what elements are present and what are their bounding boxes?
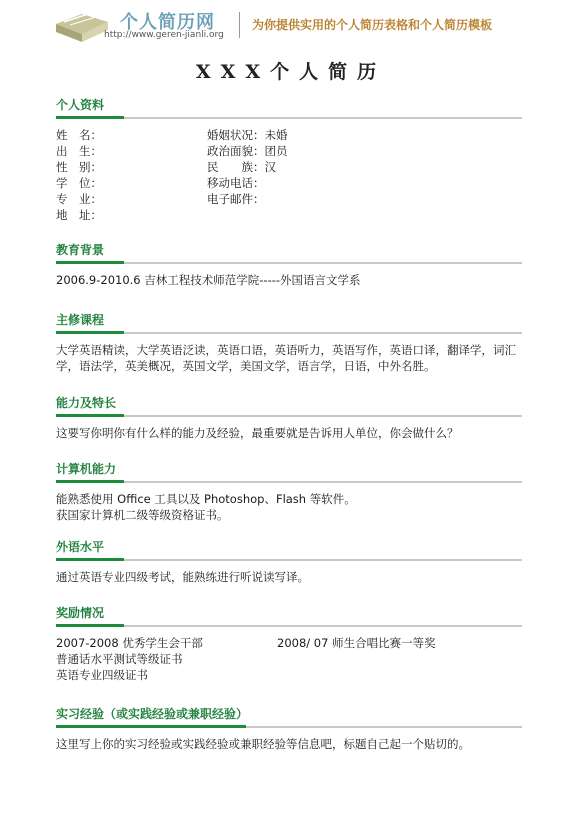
section-rule xyxy=(56,261,522,264)
awards-row-1 xyxy=(56,635,522,651)
section-title: 个人资料 xyxy=(56,98,105,112)
computer-line-1: 能熟悉使用 Office 工具以及 Photoshop、Flash 等软件。 xyxy=(56,492,356,506)
book-logo-icon xyxy=(54,10,110,44)
language-text: 通过英语专业四级考试，能熟练进行听说读写译。 xyxy=(56,570,309,584)
internship-text: 这里写上你的实习经验或实践经验或兼职经验等信息吧，标题自己起一个贴切的。 xyxy=(56,737,470,751)
site-url[interactable]: http://www.geren-jianli.org xyxy=(104,30,224,40)
education-entry: 2006.9-2010.6 吉林工程技术师范学院-----外国语言文学系 xyxy=(56,273,361,287)
section-title: 奖励情况 xyxy=(56,606,105,620)
award-entry: 英语专业四级证书 xyxy=(56,668,148,682)
award-entry: 2007-2008 优秀学生会干部 xyxy=(56,636,203,650)
section-rule xyxy=(56,414,522,417)
gender-field: 性 别： xyxy=(56,160,102,174)
name-field: 姓 名： xyxy=(56,128,102,142)
section-title: 主修课程 xyxy=(56,313,105,327)
section-rule xyxy=(56,624,522,627)
section-rule xyxy=(56,331,522,334)
section-computer xyxy=(56,461,522,523)
award-entry: 2008/ 07 师生合唱比赛一等奖 xyxy=(277,636,436,650)
site-slogan: 为你提供实用的个人简历表格和个人简历模板 xyxy=(252,18,493,32)
ethnicity-field: 民 族：汉 xyxy=(207,160,276,174)
section-rule xyxy=(56,558,522,561)
computer-line-2: 获国家计算机二级等级资格证书。 xyxy=(56,508,229,522)
section-title: 计算机能力 xyxy=(56,462,117,476)
section-title: 实习经验（或实践经验或兼职经验） xyxy=(56,707,249,721)
degree-field: 学 位： xyxy=(56,176,102,190)
political-field: 政治面貌：团员 xyxy=(207,144,288,158)
site-brand[interactable]: 个人简历网 xyxy=(120,12,215,33)
email-field: 电子邮件： xyxy=(207,192,265,206)
major-field: 专 业： xyxy=(56,192,102,206)
address-field: 地 址： xyxy=(56,208,102,222)
section-title: 能力及特长 xyxy=(56,396,117,410)
section-rule xyxy=(56,116,522,119)
page-title: XXX个人简历 xyxy=(195,61,387,83)
personal-grid xyxy=(56,127,522,223)
section-internship xyxy=(56,706,522,752)
section-title: 外语水平 xyxy=(56,540,105,554)
site-header xyxy=(54,8,524,44)
abilities-text: 这要写你明你有什么样的能力及经验，最重要就是告诉用人单位，你会做什么？ xyxy=(56,426,459,440)
section-personal xyxy=(56,97,522,223)
award-entry: 普通话水平测试等级证书 xyxy=(56,652,183,666)
section-title: 教育背景 xyxy=(56,243,105,257)
phone-field: 移动电话： xyxy=(207,176,265,190)
courses-text: 大学英语精读，大学英语泛读，英语口语，英语听力，英语写作，英语口译，翻译学，词汇学，语法学，英美概况，英国文学，美国文学，语言学，日语，中外名胜。 xyxy=(56,343,516,373)
section-abilities xyxy=(56,395,522,441)
section-language xyxy=(56,539,522,585)
section-rule xyxy=(56,725,522,728)
section-education xyxy=(56,242,522,288)
section-rule xyxy=(56,480,522,483)
header-divider xyxy=(239,12,240,38)
marital-field: 婚姻状况：未婚 xyxy=(207,128,288,142)
section-awards xyxy=(56,605,522,683)
birth-field: 出 生： xyxy=(56,144,102,158)
section-courses xyxy=(56,312,522,374)
